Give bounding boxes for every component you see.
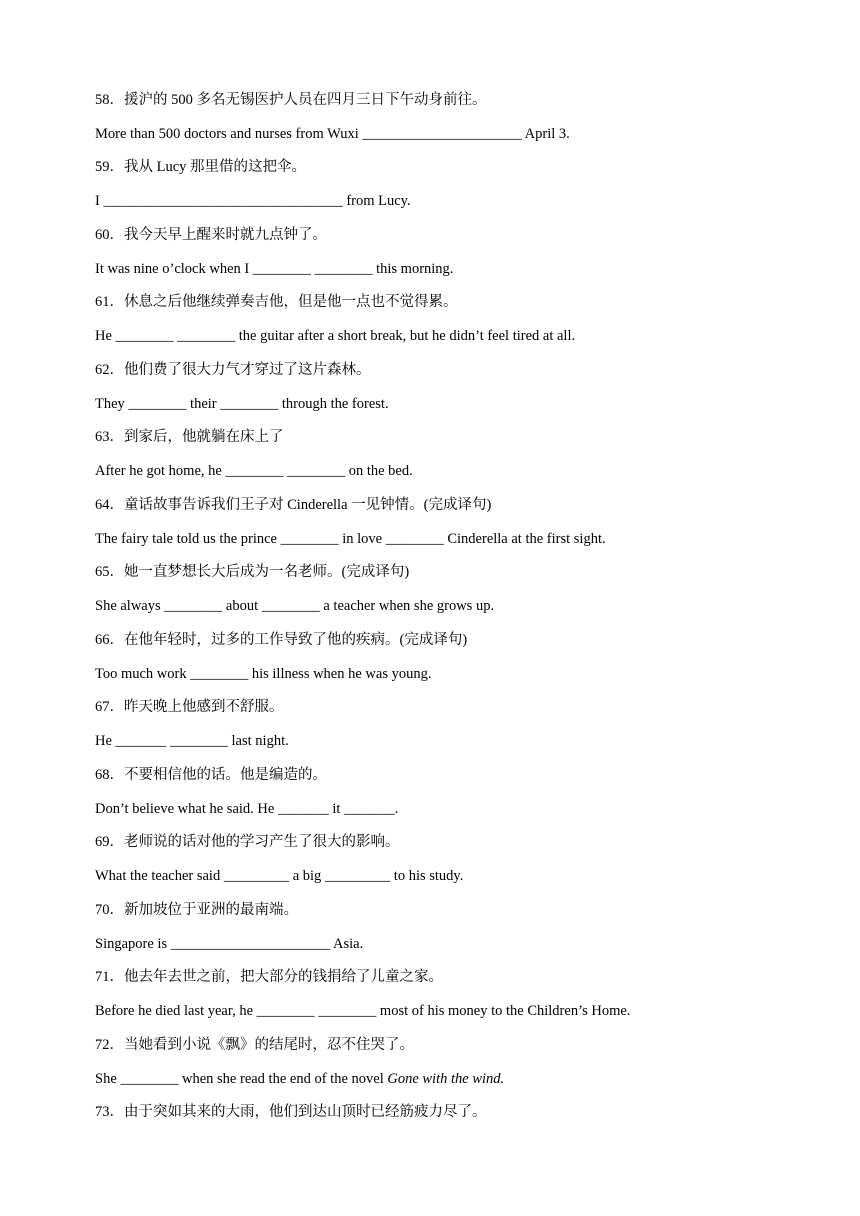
- question-sentence-en: Too much work ________ his illness when he was young.: [95, 666, 432, 682]
- question-sentence-en: Before he died last year, he ________ ________ most of his money to the Children’s Home.: [95, 1003, 631, 1019]
- question-sentence-en: She always ________ about ________ a teacher when she grows up.: [95, 598, 495, 614]
- question-sentence-en: He ________ ________ the guitar after a short break, but he didn’t feel tired at all.: [95, 328, 576, 344]
- question-sentence-en: They ________ their ________ through the forest.: [95, 396, 389, 412]
- question-prompt-zh: 72．当她看到小说《飘》的结尾时，忍不住哭了。: [95, 1037, 414, 1053]
- question-sentence-en: [95, 1069, 795, 1089]
- question-prompt-zh: 61．休息之后他继续弹奏吉他，但是他一点也不觉得累。: [95, 294, 458, 310]
- question-prompt-zh: 67．昨天晚上他感到不舒服。: [95, 699, 284, 715]
- question-62: [95, 360, 795, 414]
- question-73: [95, 1102, 795, 1122]
- question-71: [95, 967, 795, 1021]
- question-69: [95, 832, 795, 886]
- question-64: [95, 495, 795, 549]
- question-59: [95, 157, 795, 211]
- question-61: [95, 292, 795, 346]
- question-prompt-zh: 73．由于突如其来的大雨，他们到达山顶时已经筋疲力尽了。: [95, 1104, 487, 1120]
- question-70: [95, 900, 795, 954]
- question-sentence-en: After he got home, he ________ ________ on the bed.: [95, 463, 413, 479]
- question-67: [95, 697, 795, 751]
- question-prompt-zh: 65．她一直梦想长大后成为一名老师。(完成译句): [95, 564, 410, 580]
- question-60: [95, 225, 795, 279]
- question-prompt-zh: 58．援沪的 500 多名无锡医护人员在四月三日下午动身前往。: [95, 92, 487, 108]
- question-sentence-en: I _________________________________ from Lucy.: [95, 193, 411, 209]
- question-prompt-zh: 71．他去年去世之前，把大部分的钱捐给了儿童之家。: [95, 969, 443, 985]
- question-sentence-en: Singapore is ______________________ Asia.: [95, 936, 364, 952]
- question-65: [95, 562, 795, 616]
- question-prompt-zh: 70．新加坡位于亚洲的最南端。: [95, 902, 298, 918]
- question-66: [95, 630, 795, 684]
- question-prompt-zh: 66．在他年轻时，过多的工作导致了他的疾病。(完成译句): [95, 632, 468, 648]
- question-prompt-zh: 68．不要相信他的话。他是编造的。: [95, 767, 327, 783]
- question-72: [95, 1035, 795, 1089]
- question-sentence-en: The fairy tale told us the prince ________ in love ________ Cinderella at the first sight.: [95, 531, 606, 547]
- question-sentence-en: Don’t believe what he said. He _______ it _______.: [95, 801, 399, 817]
- question-prompt-zh: 64．童话故事告诉我们王子对 Cinderella 一见钟情。(完成译句): [95, 497, 492, 513]
- question-prompt-zh: 59．我从 Lucy 那里借的这把伞。: [95, 159, 307, 175]
- question-63: [95, 427, 795, 481]
- question-sentence-en: More than 500 doctors and nurses from Wuxi ______________________ April 3.: [95, 126, 570, 142]
- question-58: [95, 90, 795, 144]
- question-sentence-en: He _______ ________ last night.: [95, 733, 289, 749]
- novel-title: Gone with the wind.: [387, 1071, 505, 1087]
- question-sentence-en: What the teacher said _________ a big _________ to his study.: [95, 868, 464, 884]
- question-prompt-zh: 69．老师说的话对他的学习产生了很大的影响。: [95, 834, 400, 850]
- question-prompt-zh: 63．到家后，他就躺在床上了: [95, 429, 284, 445]
- question-sentence-en: It was nine o’clock when I ________ ________ this morning.: [95, 261, 454, 277]
- question-68: [95, 765, 795, 819]
- question-prompt-zh: 60．我今天早上醒来时就九点钟了。: [95, 227, 327, 243]
- sentence-text: She ________ when she read the end of the novel: [95, 1071, 388, 1087]
- question-prompt-zh: 62．他们费了很大力气才穿过了这片森林。: [95, 362, 371, 378]
